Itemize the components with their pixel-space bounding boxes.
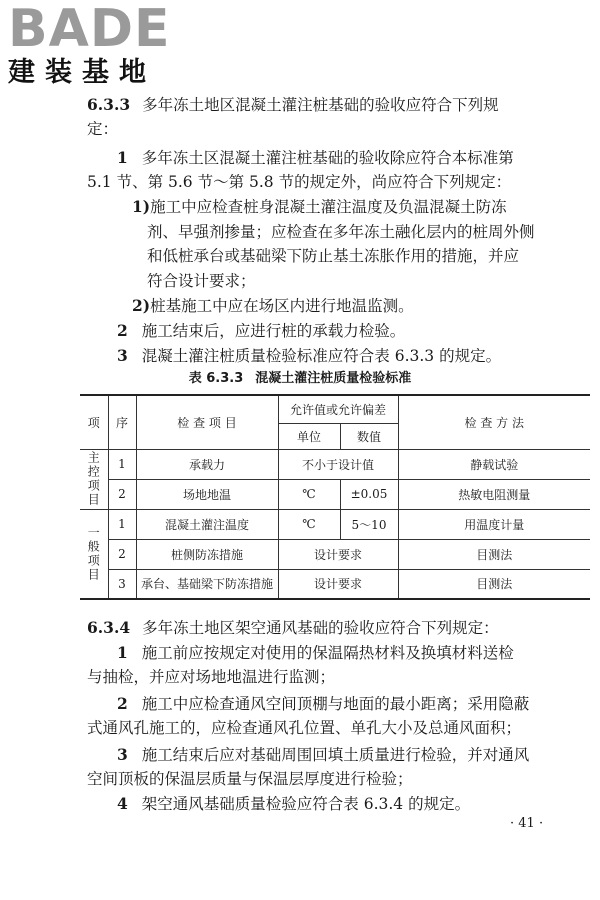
item-2: [117, 320, 405, 342]
cell-item: 场地地温: [136, 479, 278, 509]
item-text: 施工前应按规定对使用的保温隔热材料及换填材料送检: [141, 644, 514, 662]
item-3-cont: 空间顶板的保温层质量与保温层厚度进行检验；: [87, 770, 413, 788]
item-1: [117, 147, 514, 169]
cell-seq: 2: [108, 479, 136, 509]
cell-allowance: 不小于设计值: [278, 449, 398, 479]
item-text: 施工结束后，应进行桩的承载力检验。: [141, 322, 406, 340]
page-number: · 41 ·: [510, 816, 544, 831]
item-text: 架空通风基础质量检验应符合表 6.3.4 的规定。: [141, 795, 471, 813]
item-number: 2: [117, 321, 128, 340]
clause-634-heading: [87, 617, 499, 639]
clause-heading-text: 多年冻土地区架空通风基础的验收应符合下列规定：: [142, 619, 499, 637]
item-text: 混凝土灌注桩质量检验标准应符合表 6.3.3 的规定。: [141, 347, 502, 365]
table-number: 表 6.3.3: [188, 371, 244, 386]
cell-value: 5～10: [340, 509, 398, 539]
cell-method: 目测法: [398, 539, 590, 569]
subitem-number: 2): [132, 296, 151, 315]
cell-allowance: 设计要求: [278, 539, 398, 569]
cell-seq: 2: [108, 539, 136, 569]
item-1: [117, 642, 514, 664]
header-method: 检 查 方 法: [398, 395, 590, 449]
item-1-cont: 与抽检，并应对场地地温进行监测；: [87, 668, 336, 686]
item-text: 多年冻土区混凝土灌注桩基础的验收除应符合本标准第: [141, 149, 514, 167]
subitem-1: [132, 196, 507, 218]
subitem-1-cont-c: 符合设计要求；: [147, 272, 256, 290]
subitem-number: 1): [132, 197, 151, 216]
item-2: [117, 693, 529, 715]
clause-633-heading: [87, 94, 499, 116]
item-number: 4: [117, 794, 128, 813]
cell-unit: ℃: [278, 479, 340, 509]
header-allowance: 允许值或允许偏差: [278, 395, 398, 423]
subitem-1-cont-a: 剂、早强剂掺量；应检查在多年冻土融化层内的桩周外侧: [147, 223, 535, 241]
quality-table: [80, 394, 590, 600]
cell-item: 混凝土灌注温度: [136, 509, 278, 539]
item-3: [117, 345, 501, 367]
category-general: 一般项目: [80, 509, 108, 599]
header-item: 检 查 项 目: [136, 395, 278, 449]
item-number: 1: [117, 643, 128, 662]
clause-number: 6.3.4: [87, 618, 131, 637]
subitem-1-cont-b: 和低桩承台或基础梁下防止基土冻胀作用的措施，并应: [147, 247, 520, 265]
clause-number: 6.3.3: [87, 95, 131, 114]
item-4: [117, 793, 470, 815]
item-number: 3: [117, 346, 128, 365]
item-3: [117, 744, 529, 766]
cell-seq: 1: [108, 509, 136, 539]
header-unit: 单位: [278, 423, 340, 449]
table-caption: [0, 367, 600, 386]
cell-method: 用温度计量: [398, 509, 590, 539]
logo-chinese: 建装基地: [8, 57, 156, 88]
cell-unit: ℃: [278, 509, 340, 539]
item-1-cont: 5.1 节、第 5.6 节～第 5.8 节的规定外，尚应符合下列规定：: [87, 173, 512, 191]
header-category: 项: [80, 395, 108, 449]
subitem-2: [132, 295, 414, 317]
logo-word: BADE: [8, 0, 171, 59]
item-text: 施工中应检查通风空间顶棚与地面的最小距离；采用隐蔽: [141, 695, 530, 713]
item-number: 1: [117, 148, 128, 167]
table-row: [80, 539, 590, 569]
cell-allowance: 设计要求: [278, 569, 398, 599]
table-row: [80, 449, 590, 479]
item-number: 2: [117, 694, 128, 713]
cell-seq: 3: [108, 569, 136, 599]
cell-item: 承台、基础梁下防冻措施: [136, 569, 278, 599]
header-value: 数值: [340, 423, 398, 449]
subitem-text: 施工中应检查桩身混凝土灌注温度及负温混凝土防冻: [150, 198, 507, 216]
table-row: [80, 569, 590, 599]
cell-item: 承载力: [136, 449, 278, 479]
table-header-row: [80, 395, 590, 423]
item-number: 3: [117, 745, 128, 764]
item-2-cont: 式通风孔施工的，应检查通风孔位置、单孔大小及总通风面积；: [87, 719, 522, 737]
table-title: 混凝土灌注桩质量检验标准: [255, 371, 412, 386]
cell-method: 热敏电阻测量: [398, 479, 590, 509]
cell-method: 目测法: [398, 569, 590, 599]
cell-item: 桩侧防冻措施: [136, 539, 278, 569]
category-main-control: 主控项目: [80, 449, 108, 509]
header-seq: 序: [108, 395, 136, 449]
clause-heading-text: 多年冻土地区混凝土灌注桩基础的验收应符合下列规: [142, 96, 499, 114]
table-row: [80, 509, 590, 539]
table-row: [80, 479, 590, 509]
cell-seq: 1: [108, 449, 136, 479]
item-text: 施工结束后应对基础周围回填土质量进行检验，并对通风: [141, 746, 530, 764]
clause-633-heading-cont: 定：: [87, 120, 119, 138]
cell-method: 静载试验: [398, 449, 590, 479]
subitem-text: 桩基施工中应在场区内进行地温监测。: [150, 297, 414, 315]
cell-value: ±0.05: [340, 479, 398, 509]
